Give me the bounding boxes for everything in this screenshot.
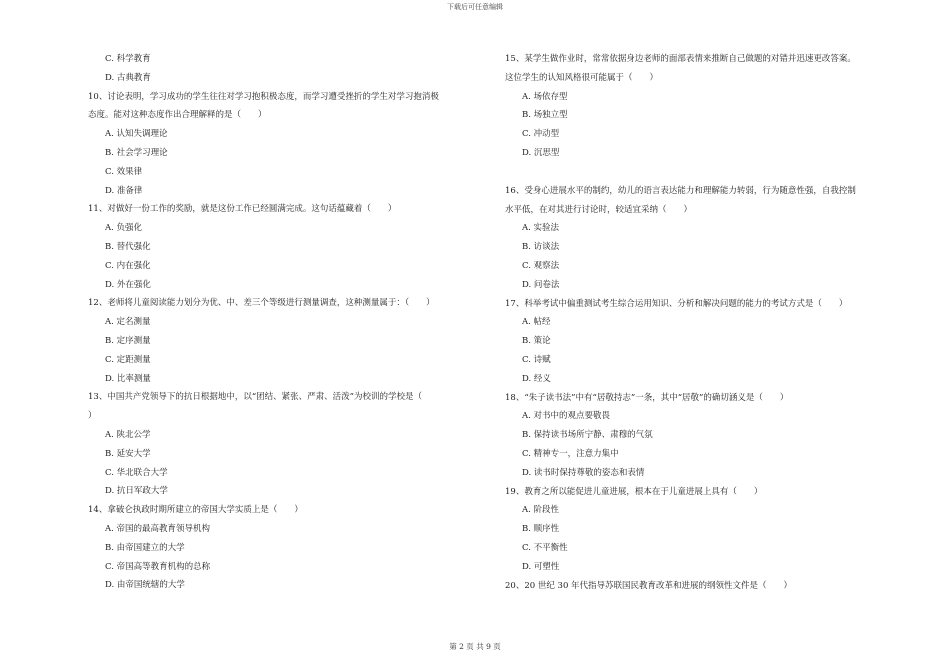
question-stem: 19、教育之所以能促进儿童进展，根本在于儿童进展上具有（ ） [505,486,763,497]
option-d: D. 由帝国统辖的大学 [105,580,185,591]
option-b: B. 保持读书场所宁静、肃穆的气氛 [522,430,653,441]
option-d: D. 可塑性 [522,561,560,572]
question-20 [505,577,905,596]
right-column [505,50,905,595]
option-c: C. 不平衡性 [522,542,568,553]
option-d: D. 读书时保持尊敬的姿态和表情 [522,467,645,478]
question-15 [505,50,905,163]
question-stem: 12、老师将儿童阅读能力划分为优、中、差三个等级进行测量调查，这种测量属于：（ ） [88,298,435,309]
question-stem-cont: 态度。能对这种态度作出合理解释的是（ ） [88,110,267,121]
question-stem: 13、中国共产党领导下的抗日根据地中，以“团结、紧张、严肃、活泼”为校训的学校是（ [88,392,423,403]
option-d: D. 沉思型 [522,147,560,158]
option-c: C. 科学教育 [105,54,151,64]
question-stem-cont: 水平低，在对其进行讨论时，较适宜采纳（ ） [505,204,693,215]
question-stem: 11、对做好一份工作的奖励，就是这份工作已经圆满完成。这句话蕴藏着（ ） [88,204,397,215]
option-c: C. 定距测量 [105,354,151,365]
option-b: B. 顺序性 [522,524,560,535]
option-d: D. 准备律 [105,185,143,196]
question-stem: 10、讨论表明，学习成功的学生往往对学习抱积极态度，而学习遭受挫折的学生对学习抱消极 [88,91,439,102]
question-stem: 20、20 世纪 30 年代指导苏联国民教育改革和进展的纲领性文件是（ ） [505,580,793,591]
question-stem-cont: 这位学生的认知风格很可能属于（ ） [505,72,659,83]
option-a: A. 对书中的观点要敬畏 [522,411,611,422]
option-a: A. 帖经 [522,317,551,328]
spacer [505,163,905,182]
question-16 [505,182,905,295]
question-12 [88,294,480,388]
question-stem: 15、某学生做作业时，常常依据身边老师的面部表情来推断自己做题的对错并迅速更改答案。 [505,54,856,64]
option-c: C. 精神专一，注意力集中 [522,448,619,459]
question-13 [88,388,480,501]
header-note: 下载后可任意编辑 [447,3,503,11]
option-b: B. 场独立型 [522,110,568,121]
option-d: D. 古典教育 [105,72,151,83]
question-stem: 17、科举考试中偏重测试考生综合运用知识、分析和解决问题的能力的考试方式是（ ） [505,298,848,309]
option-c: C. 华北联合大学 [105,467,168,478]
question-stem: 14、拿破仑执政时期所建立的帝国大学实质上是（ ） [88,505,303,516]
option-b: B. 延安大学 [105,448,151,459]
option-b: B. 由帝国建立的大学 [105,542,185,553]
option-b: B. 策论 [522,336,551,347]
option-b: B. 定序测量 [105,335,151,346]
question-stem: 16、受身心进展水平的制约，幼儿的语言表达能力和理解能力转弱，行为随意性强，自我控制 [505,185,856,196]
question-stem: 18、“朱子读书法”中有“居敬持志”一条，其中“居敬”的确切涵义是（ ） [505,392,789,403]
option-a: A. 陕北公学 [105,429,151,440]
option-b: B. 替代强化 [105,241,151,252]
option-d: D. 比率测量 [105,373,151,384]
option-d: D. 外在强化 [105,279,151,290]
option-c: C. 诗赋 [522,354,551,365]
question-19 [505,483,905,577]
question-14 [88,501,480,595]
option-c: C. 内在强化 [105,260,151,271]
option-b: B. 社会学习理论 [105,147,168,158]
option-d: D. 问卷法 [522,279,560,290]
option-a: A. 定名测量 [105,317,151,328]
option-c: C. 冲动型 [522,129,560,140]
option-a: A. 负强化 [105,223,143,234]
option-a: A. 实验法 [522,223,560,234]
option-a: A. 认知失调理论 [105,129,168,140]
option-c: C. 效果律 [105,166,143,177]
option-a: A. 帝国的最高教育领导机构 [105,523,211,534]
question-18 [505,389,905,483]
option-d: D. 经义 [522,373,551,384]
option-b: B. 访谈法 [522,242,560,253]
option-d: D. 抗日军政大学 [105,486,168,497]
question-11 [88,200,480,294]
question-17 [505,295,905,389]
question-stem-cont: ） [88,411,97,422]
option-c: C. 观察法 [522,260,560,271]
left-column [88,50,480,595]
page-number: 第 2 页 共 9 页 [449,642,501,651]
option-a: A. 场依存型 [522,91,568,102]
option-c: C. 帝国高等教育机构的总称 [105,561,211,572]
question-10 [88,88,480,201]
option-a: A. 阶段性 [522,505,560,516]
